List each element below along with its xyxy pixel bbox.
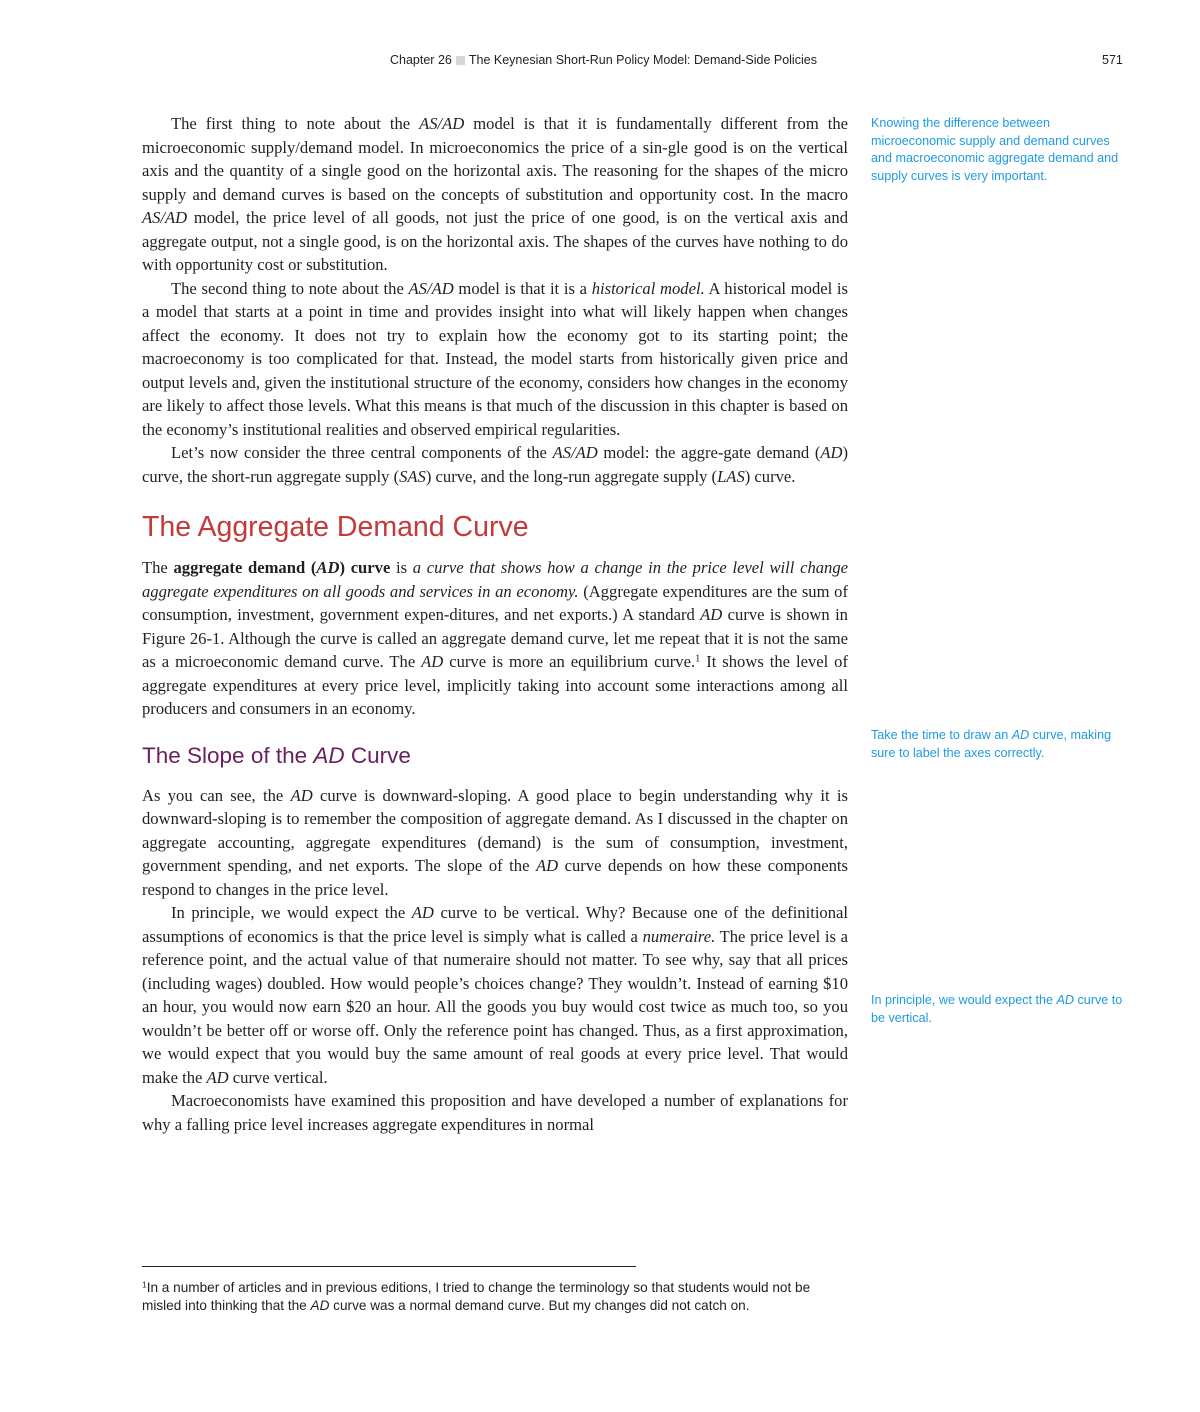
- text-run: curve was a normal demand curve. But my changes did not catch on.: [329, 1297, 750, 1313]
- text-run: SAS: [399, 466, 426, 486]
- margin-note-draw-ad-curve: [871, 727, 1127, 762]
- text-run: is: [390, 558, 413, 577]
- running-head-text: [390, 53, 817, 67]
- text-run: The: [142, 558, 174, 577]
- footnote: [142, 1279, 848, 1314]
- footnote-divider: [142, 1266, 636, 1267]
- subsection-heading-slope: [142, 741, 848, 771]
- chapter-label: Chapter 26: [390, 53, 452, 67]
- running-head: [0, 51, 1200, 71]
- section-heading-aggregate-demand: The Aggregate Demand Curve: [142, 511, 529, 543]
- text-run: Let’s now consider the three central components of the: [171, 443, 553, 462]
- text-run: AD: [1056, 993, 1075, 1007]
- margin-note-vertical: [871, 992, 1127, 1027]
- margin-note-difference: Knowing the difference between microeconomic supply and demand curves and macroeconomic aggregate demand and supply curves is very important.: [871, 116, 1119, 183]
- text-run: model is that it is fundamentally different from the microeconomic supply/demand model. In microeconomics the price of a sin-gle good is on the vertical axis and the quantity of a single good on the horizontal axis. The reasoning for the shapes of the micro supply and demand curves is based on the concepts of substitution and opportunity cost. In the macro: [142, 114, 848, 204]
- text-run: model: the aggre-gate demand (: [597, 443, 821, 462]
- paragraph-6: [142, 901, 848, 1089]
- paragraph-4: [142, 556, 848, 721]
- text-run: ) curve, the short-run aggregate supply (: [142, 443, 848, 486]
- text-run: AD: [1011, 728, 1030, 742]
- text-run: AD: [310, 1297, 330, 1313]
- text-run: LAS: [717, 466, 745, 486]
- term-historical-model: historical model.: [591, 278, 705, 298]
- separator-square-icon: [456, 56, 465, 65]
- paragraph-2: [142, 277, 848, 442]
- text-run: AD: [535, 856, 559, 875]
- text-run: AD: [700, 605, 723, 624]
- text-run: A historical model is a model that starts at a point in time and provides insight into what will likely happen when changes affect the economy. It does not try to explain how the economy got to its starting point; the macroeconomy is too complicated for that. Instead, the model starts from historically given price and output levels and, given the institutional structure of the economy, considers how changes in the economy are likely to affect those levels. What this means is that much of the discussion in this chapter is based on the economy’s institutional realities and observed empirical regularities.: [142, 278, 848, 439]
- text-run: AD: [820, 443, 843, 462]
- text-run: AD: [316, 558, 340, 577]
- text-run: AD: [206, 1067, 229, 1087]
- text-run: In a number of articles and in previous editions, I tried to change the terminology so that students would not be misled into thinking that the: [142, 1280, 811, 1313]
- body-column: [142, 112, 848, 1136]
- text-run: curve vertical.: [228, 1067, 328, 1087]
- text-run: AS/AD: [419, 114, 465, 133]
- text-run: As you can see, the: [142, 785, 291, 805]
- text-run: curve, making sure to label the axes correctly.: [871, 728, 1112, 760]
- footnote-number: 1: [142, 1279, 147, 1290]
- text-run: ) curve.: [744, 466, 796, 486]
- text-run: aggregate demand (: [173, 558, 317, 577]
- text-run: The Slope of the: [142, 742, 314, 768]
- text-run: AD: [411, 903, 434, 922]
- term-numeraire: numeraire.: [642, 926, 716, 946]
- paragraph-1: [142, 112, 848, 277]
- text-run: Curve: [344, 742, 411, 768]
- text-run: It shows the level of aggregate expenditures at every price level, implicitly taking into account some interactions among all producers and consumers in an economy.: [142, 652, 848, 718]
- text-run: model is that it is a: [453, 278, 592, 298]
- page-number: 571: [1102, 53, 1123, 67]
- text-run: model, the price level of all goods, not just the price of one good, is on the vertical axis and aggregate output, not a single good, is on the horizontal axis. The shapes of the curves have nothing to do with opportunity cost or substitution.: [142, 208, 848, 274]
- text-run: AD: [421, 652, 444, 671]
- text-run: (Aggregate expenditures are the sum of consumption, investment, government expen-ditures, and net exports.) A standard: [142, 581, 848, 624]
- text-run: AD: [313, 742, 345, 768]
- text-run: AS/AD: [408, 278, 454, 298]
- definition-text: a curve that shows how a change in the price level will change aggregate expenditures on all goods and services in an economy.: [142, 558, 848, 601]
- paragraph-5: [142, 784, 848, 902]
- text-run: curve depends on how these components respond to changes in the price level.: [142, 856, 848, 899]
- text-run: AS/AD: [142, 208, 188, 227]
- text-run: curve is shown in Figure 26-1. Although the curve is called an aggregate demand curve, let me repeat that it is not the same as a microeconomic demand curve. The: [142, 605, 848, 671]
- text-run: In principle, we would expect the: [871, 993, 1057, 1007]
- text-run: AS/AD: [552, 443, 598, 462]
- paragraph-3: [142, 441, 848, 488]
- text-run: curve is downward-sloping. A good place to begin understanding why it is downward-sloping is to remember the composition of aggregate demand. As I discussed in the chapter on aggregate accounting, aggregate expenditures (demand) is the sum of consumption, investment, government spending, and net exports. The slope of the: [142, 785, 848, 875]
- chapter-title: The Keynesian Short-Run Policy Model: Demand-Side Policies: [468, 53, 817, 67]
- text-run: In principle, we would expect the: [171, 903, 412, 922]
- text-run: curve to be vertical.: [871, 993, 1123, 1025]
- paragraph-7: Macroeconomists have examined this proposition and have developed a number of explanations for why a falling price level increases aggregate expenditures in normal: [142, 1091, 848, 1134]
- text-run: The price level is a reference point, and the actual value of that numeraire should not matter. To see why, say that all prices (including wages) doubled. How would people’s choices change? They wouldn’t. Instead of earning $10 an hour, you would now earn $20 an hour. All the goods you buy would cost twice as much too, so you wouldn’t be better off or worse off. Only the reference point has changed. Thus, as a first approximation, we would expect that you would buy the same amount of real goods at every price level. That would make the: [142, 926, 848, 1087]
- text-run: ) curve, and the long-run aggregate supply (: [425, 466, 718, 486]
- text-run: The second thing to note about the: [171, 278, 409, 298]
- text-run: Take the time to draw an: [871, 728, 1012, 742]
- text-run: AD: [290, 785, 313, 805]
- text-run: The first thing to note about the: [171, 114, 420, 133]
- term-aggregate-demand-curve: [174, 558, 391, 577]
- text-run: curve to be vertical. Why? Because one of the definitional assumptions of economics is that the price level is simply what is called a: [142, 903, 848, 946]
- footnote-marker[interactable]: 1: [695, 653, 701, 665]
- text-run: ) curve: [339, 558, 391, 577]
- text-run: curve is more an equilibrium curve.: [443, 652, 696, 671]
